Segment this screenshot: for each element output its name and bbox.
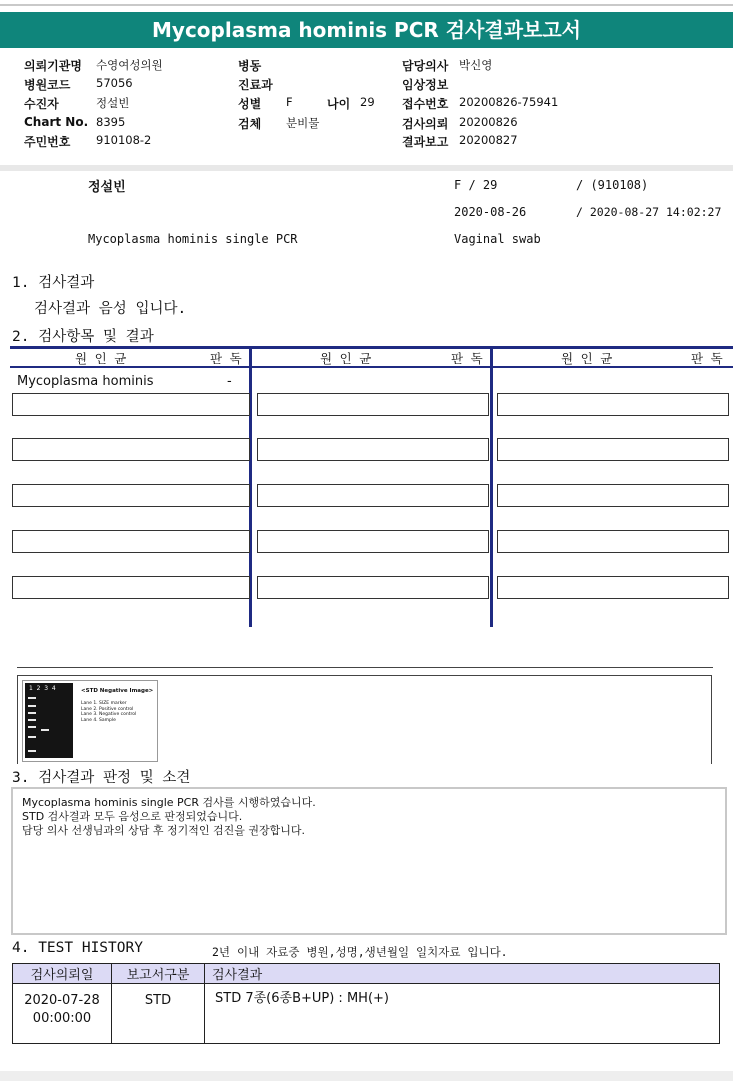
gel-band bbox=[28, 750, 36, 752]
summary-birth: / (910108) bbox=[576, 178, 649, 192]
history-time-value: 00:00:00 bbox=[32, 1011, 92, 1026]
result-cell[interactable] bbox=[257, 393, 489, 416]
gel-band bbox=[28, 697, 36, 699]
opinion-box bbox=[11, 787, 727, 935]
col-judge-3: 판 독 bbox=[691, 351, 723, 366]
institution-label: 의뢰기관명 bbox=[24, 59, 82, 73]
col-judge-2: 판 독 bbox=[451, 351, 483, 366]
gel-band bbox=[41, 729, 49, 731]
history-col-type: 보고서구분 bbox=[112, 964, 205, 984]
report-value: 20200827 bbox=[459, 133, 518, 147]
summary-date2: / 2020-08-27 14:02:27 bbox=[576, 205, 722, 219]
doctor-value: 박신영 bbox=[459, 58, 493, 72]
top-border bbox=[0, 4, 733, 6]
gel-band bbox=[28, 726, 36, 728]
report-label: 결과보고 bbox=[402, 135, 449, 149]
summary-date1: 2020-08-26 bbox=[454, 205, 527, 219]
result-cell[interactable] bbox=[497, 484, 729, 507]
history-row-result: STD 7종(6종B+UP) : MH(+) bbox=[205, 984, 720, 1044]
receipt-value: 20200826-75941 bbox=[459, 95, 559, 109]
col-pathogen-2: 원 인 균 bbox=[320, 351, 372, 366]
result-cell[interactable] bbox=[497, 393, 729, 416]
gel-band bbox=[28, 712, 36, 714]
row1-pathogen: Mycoplasma hominis bbox=[17, 374, 154, 389]
result-cell[interactable] bbox=[257, 530, 489, 553]
request-label: 검사의뢰 bbox=[402, 117, 449, 131]
summary-test-name: Mycoplasma hominis single PCR bbox=[88, 232, 298, 246]
gel-caption-lanes bbox=[81, 701, 136, 723]
gel-lane4-label: Lane 4. Sample bbox=[81, 717, 116, 723]
gel-band bbox=[28, 705, 36, 707]
history-col-result: 검사결과 bbox=[205, 964, 720, 984]
gel-image bbox=[22, 680, 158, 762]
history-date-value: 2020-07-28 bbox=[24, 993, 100, 1008]
summary-name: 정설빈 bbox=[88, 180, 126, 195]
gel-lane-numbers: 1 2 3 4 bbox=[29, 685, 56, 692]
result-cell[interactable] bbox=[497, 530, 729, 553]
col-judge-1: 판 독 bbox=[210, 351, 242, 366]
result-cell[interactable] bbox=[257, 438, 489, 461]
result-cell[interactable] bbox=[257, 484, 489, 507]
history-col-date: 검사의뢰일 bbox=[13, 964, 112, 984]
gel-lane3-label: Lane 3. Negative control bbox=[81, 712, 137, 717]
specimen-label: 검체 bbox=[238, 117, 262, 131]
age-label: 나이 bbox=[327, 97, 351, 111]
report-title: Mycoplasma hominis PCR 검사결과보고서 bbox=[0, 12, 733, 48]
section3-title: 3. 검사결과 판정 및 소견 bbox=[12, 770, 191, 786]
opinion-text bbox=[22, 796, 316, 838]
clinical-label: 임상정보 bbox=[402, 78, 449, 92]
section4-title: 4. TEST HISTORY bbox=[12, 940, 143, 956]
history-row-date bbox=[13, 984, 112, 1044]
request-value: 20200826 bbox=[459, 115, 518, 129]
col-pathogen-3: 원 인 균 bbox=[561, 351, 613, 366]
result-cell[interactable] bbox=[12, 530, 250, 553]
receipt-label: 접수번호 bbox=[402, 97, 449, 111]
sex-value: F bbox=[286, 95, 293, 109]
section2-title: 2. 검사항목 및 결과 bbox=[12, 329, 154, 345]
summary-sample: Vaginal swab bbox=[454, 232, 541, 246]
id-label: 주민번호 bbox=[24, 135, 71, 149]
result-cell[interactable] bbox=[497, 576, 729, 599]
chart-no-label: Chart No. bbox=[24, 115, 89, 129]
history-header-row bbox=[13, 964, 720, 984]
section1-title: 1. 검사결과 bbox=[12, 275, 95, 291]
doctor-label: 담당의사 bbox=[402, 59, 449, 73]
opinion-line-2: STD 검사결과 모두 음성으로 판정되었습니다. bbox=[22, 810, 243, 823]
gel-band bbox=[28, 736, 36, 738]
patient-value: 정설빈 bbox=[96, 96, 130, 110]
gel-top-rule bbox=[17, 667, 713, 668]
gel-lane1-label: Lane 1. SIZE marker bbox=[81, 701, 127, 706]
row1-judge: - bbox=[227, 374, 232, 389]
section4-note: 2년 이내 자료중 병원,성명,생년월일 일치자료 입니다. bbox=[212, 945, 508, 959]
sex-label: 성별 bbox=[238, 97, 262, 111]
header-separator bbox=[0, 165, 733, 171]
institution-value: 수영여성의원 bbox=[96, 58, 163, 72]
table-row[interactable] bbox=[13, 984, 720, 1044]
chart-no-value: 8395 bbox=[96, 115, 126, 129]
gel-lane2-label: Lane 2. Positive control bbox=[81, 706, 134, 712]
col-pathogen-1: 원 인 균 bbox=[75, 351, 127, 366]
gel-frame-right bbox=[711, 675, 712, 764]
ward-label: 병동 bbox=[238, 59, 262, 73]
history-row-type: STD bbox=[112, 984, 205, 1044]
result-cell[interactable] bbox=[12, 576, 250, 599]
hospital-code-value: 57056 bbox=[96, 76, 133, 90]
hospital-code-label: 병원코드 bbox=[24, 78, 71, 92]
footer-band bbox=[0, 1071, 733, 1081]
gel-caption-title: <STD Negative Image> bbox=[81, 688, 154, 694]
table-divider-2 bbox=[490, 346, 493, 627]
age-value: 29 bbox=[360, 95, 375, 109]
result-cell[interactable] bbox=[257, 576, 489, 599]
result-cell[interactable] bbox=[12, 484, 250, 507]
result-cell[interactable] bbox=[497, 438, 729, 461]
opinion-line-1: Mycoplasma hominis single PCR 검사를 시행하였습니다. bbox=[22, 796, 316, 809]
result-cell[interactable] bbox=[12, 393, 250, 416]
gel-band bbox=[28, 719, 36, 721]
summary-sex-age: F / 29 bbox=[454, 178, 498, 192]
dept-label: 진료과 bbox=[238, 78, 273, 92]
patient-label: 수진자 bbox=[24, 97, 59, 111]
section1-result: 검사결과 음성 입니다. bbox=[34, 301, 187, 317]
result-cell[interactable] bbox=[12, 438, 250, 461]
history-table bbox=[12, 963, 720, 1044]
specimen-value: 분비물 bbox=[286, 116, 320, 130]
id-value: 910108-2 bbox=[96, 133, 152, 147]
opinion-line-3: 담당 의사 선생님과의 상담 후 정기적인 검진을 권장합니다. bbox=[22, 824, 305, 837]
